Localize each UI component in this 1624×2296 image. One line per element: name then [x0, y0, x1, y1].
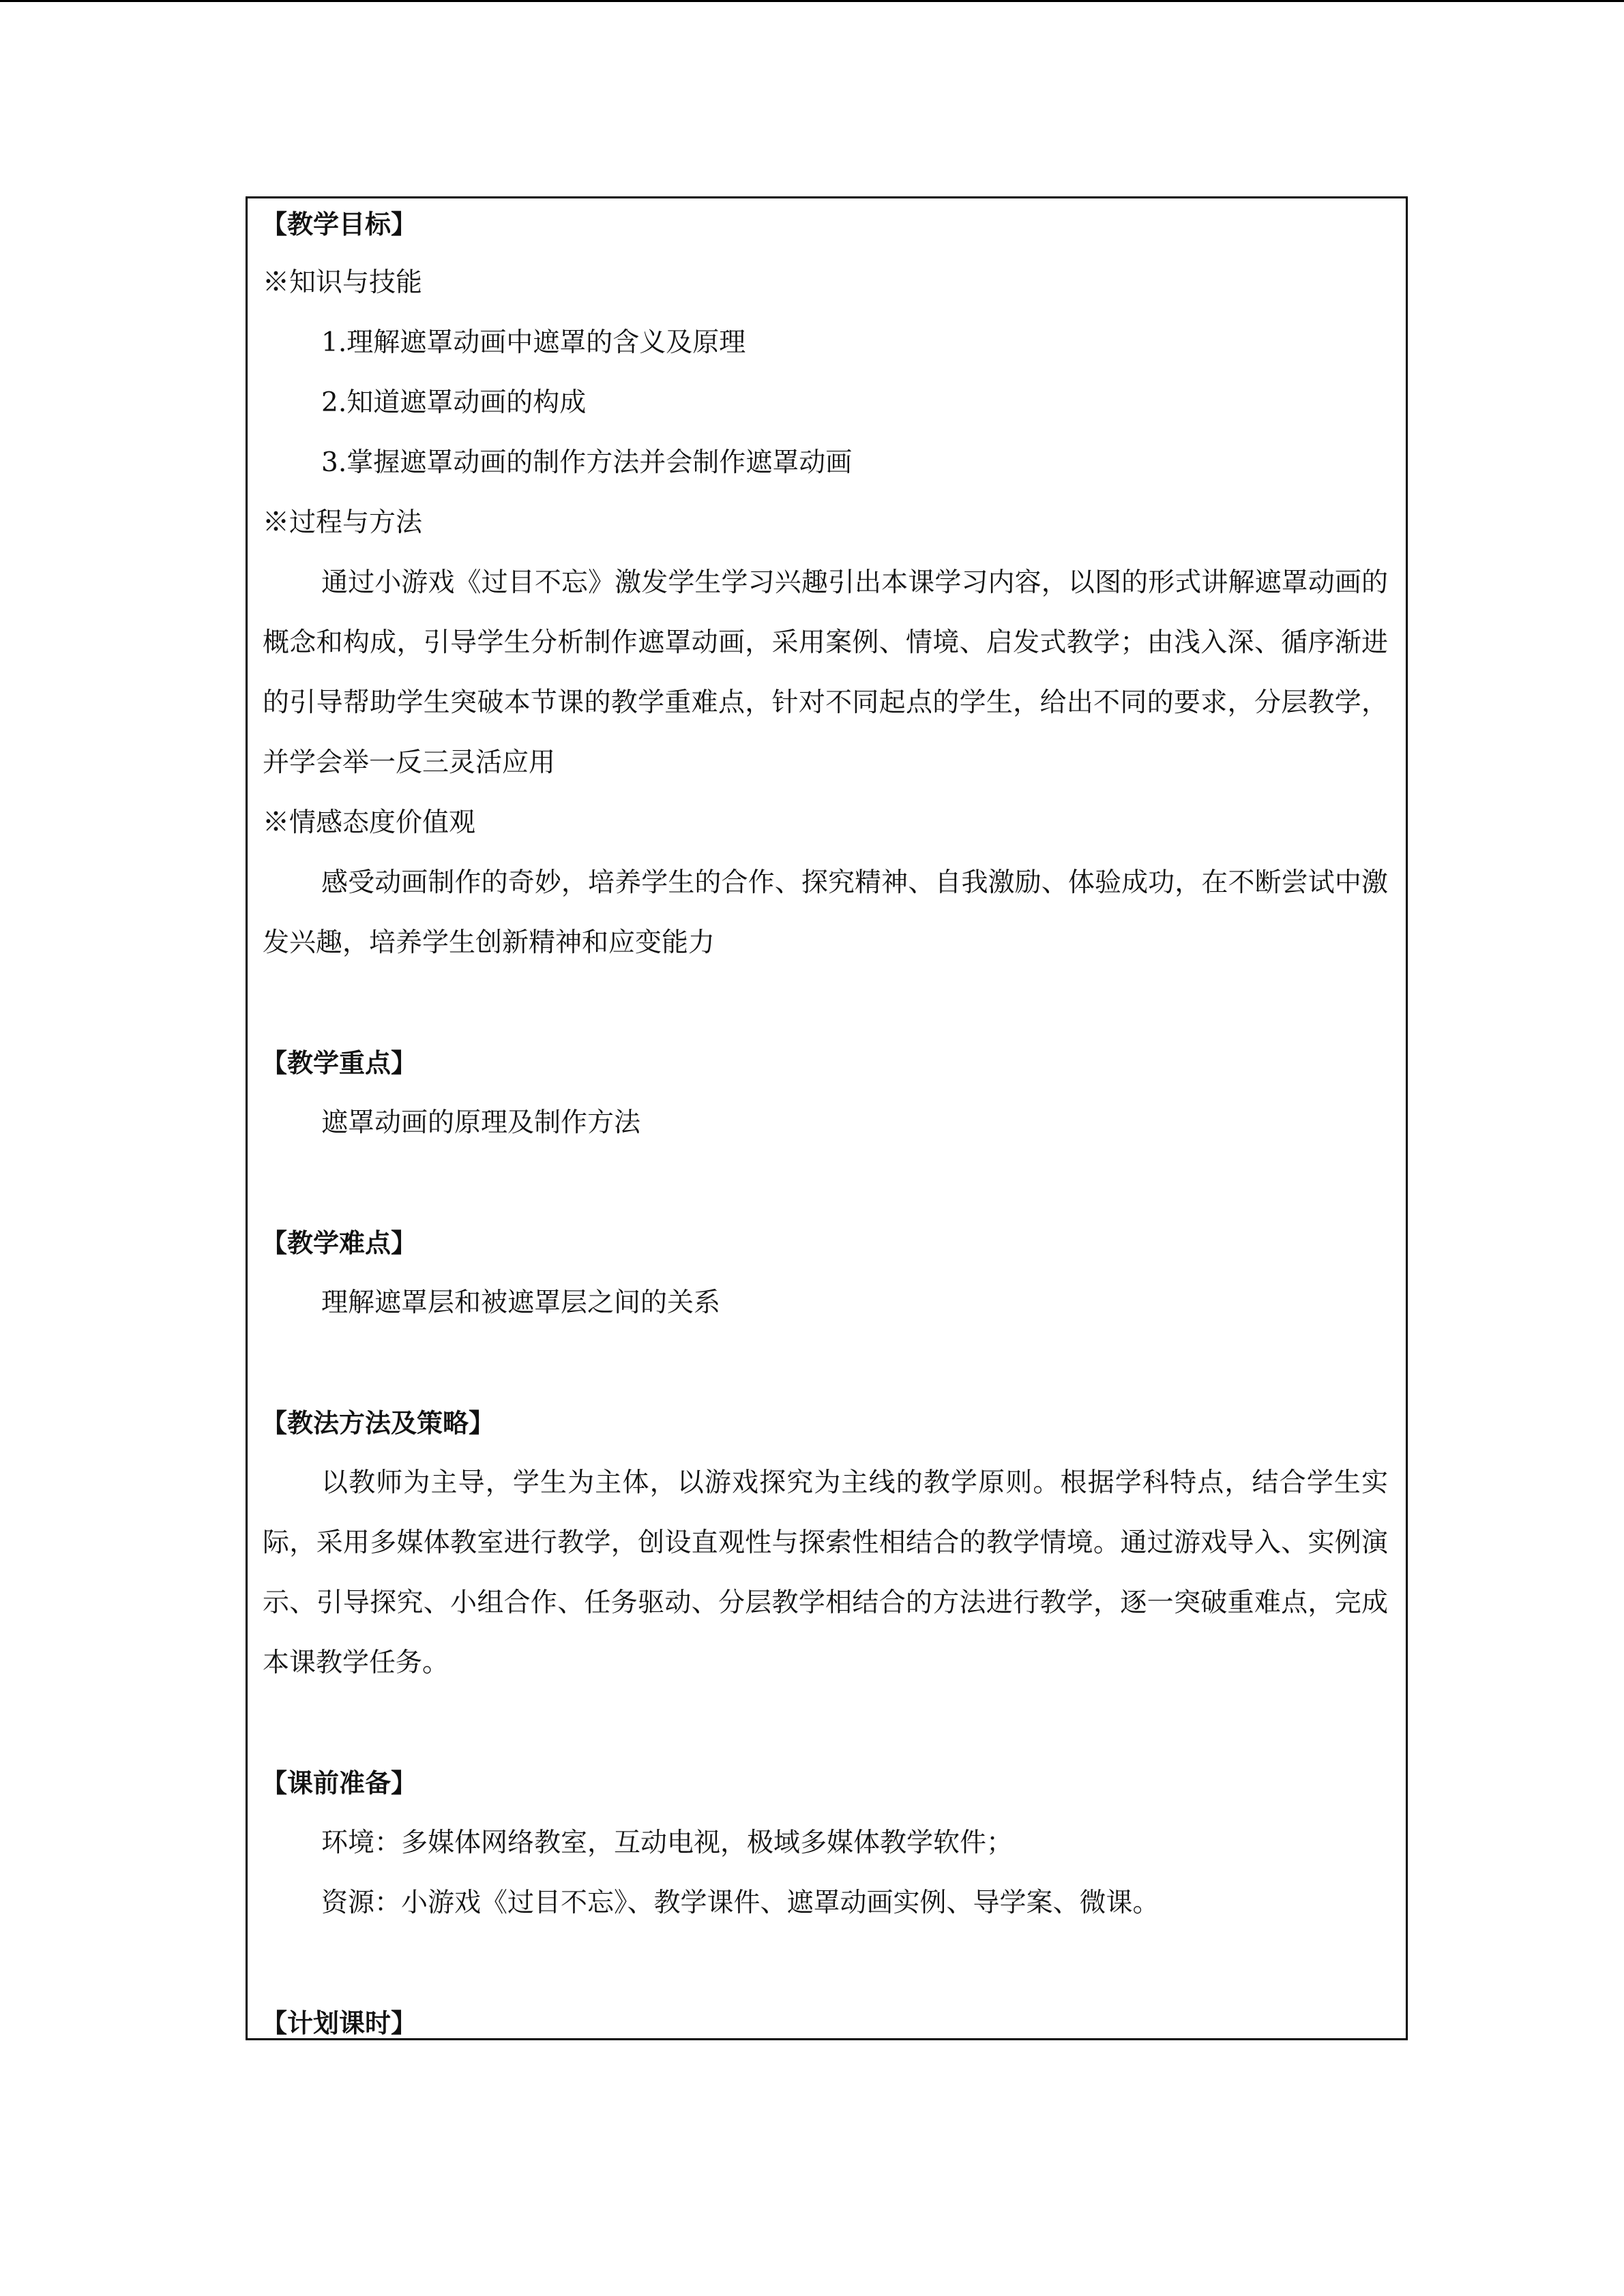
- methods-text: 以教师为主导，学生为主体，以游戏探究为主线的教学原则。根据学科特点，结合学生实际，采用多媒体教室进行教学，创设直观性与探索性相结合的教学情境。通过游戏导入、实例演示、引导探究、小组合作、任务驱动、分层教学相结合的方法进行教学，逐一突破重难点，完成本课教学任务。: [263, 1467, 1388, 1678]
- process-methods-text: 通过小游戏《过目不忘》激发学生学习兴趣引出本课学习内容，以图的形式讲解遮罩动画的概念和构成，引导学生分析制作遮罩动画，采用案例、情境、启发式教学；由浅入深、循序渐进的引导帮助学生突破本节课的教学重难点，针对不同起点的学生，给出不同的要求，分层教学，并学会举一反三灵活应用: [263, 567, 1388, 778]
- knowledge-skills-title: ※知识与技能: [263, 267, 423, 298]
- methods-heading: 【教法方法及策略】: [261, 1408, 495, 1438]
- schedule-heading: 【计划课时】: [261, 2008, 417, 2038]
- emotion-values-text: 感受动画制作的奇妙，培养学生的合作、探究精神、自我激励、体验成功，在不断尝试中激发兴趣，培养学生创新精神和应变能力: [263, 867, 1388, 958]
- knowledge-item-2: 2.知道遮罩动画的构成: [321, 387, 587, 418]
- difficulties-heading: 【教学难点】: [261, 1228, 417, 1258]
- emotion-values-title: ※情感态度价值观: [263, 807, 476, 838]
- knowledge-item-1: 1.理解遮罩动画中遮罩的含义及原理: [321, 327, 746, 358]
- preparation-environment: 环境：多媒体网络教室，互动电视，极域多媒体教学软件；: [321, 1828, 1014, 1858]
- knowledge-item-3: 3.掌握遮罩动画的制作方法并会制作遮罩动画: [321, 447, 853, 478]
- preparation-heading: 【课前准备】: [261, 1768, 417, 1798]
- objectives-heading: 【教学目标】: [261, 209, 417, 239]
- preparation-resources: 资源：小游戏《过目不忘》、教学课件、遮罩动画实例、导学案、微课。: [321, 1888, 1160, 1918]
- difficulties-text: 理解遮罩层和被遮罩层之间的关系: [321, 1287, 721, 1318]
- key-points-heading: 【教学重点】: [261, 1048, 417, 1078]
- page-top-border: [0, 0, 1624, 2]
- process-methods-title: ※过程与方法: [263, 507, 423, 538]
- lesson-plan-table: [246, 196, 1408, 2040]
- key-points-text: 遮罩动画的原理及制作方法: [321, 1107, 641, 1138]
